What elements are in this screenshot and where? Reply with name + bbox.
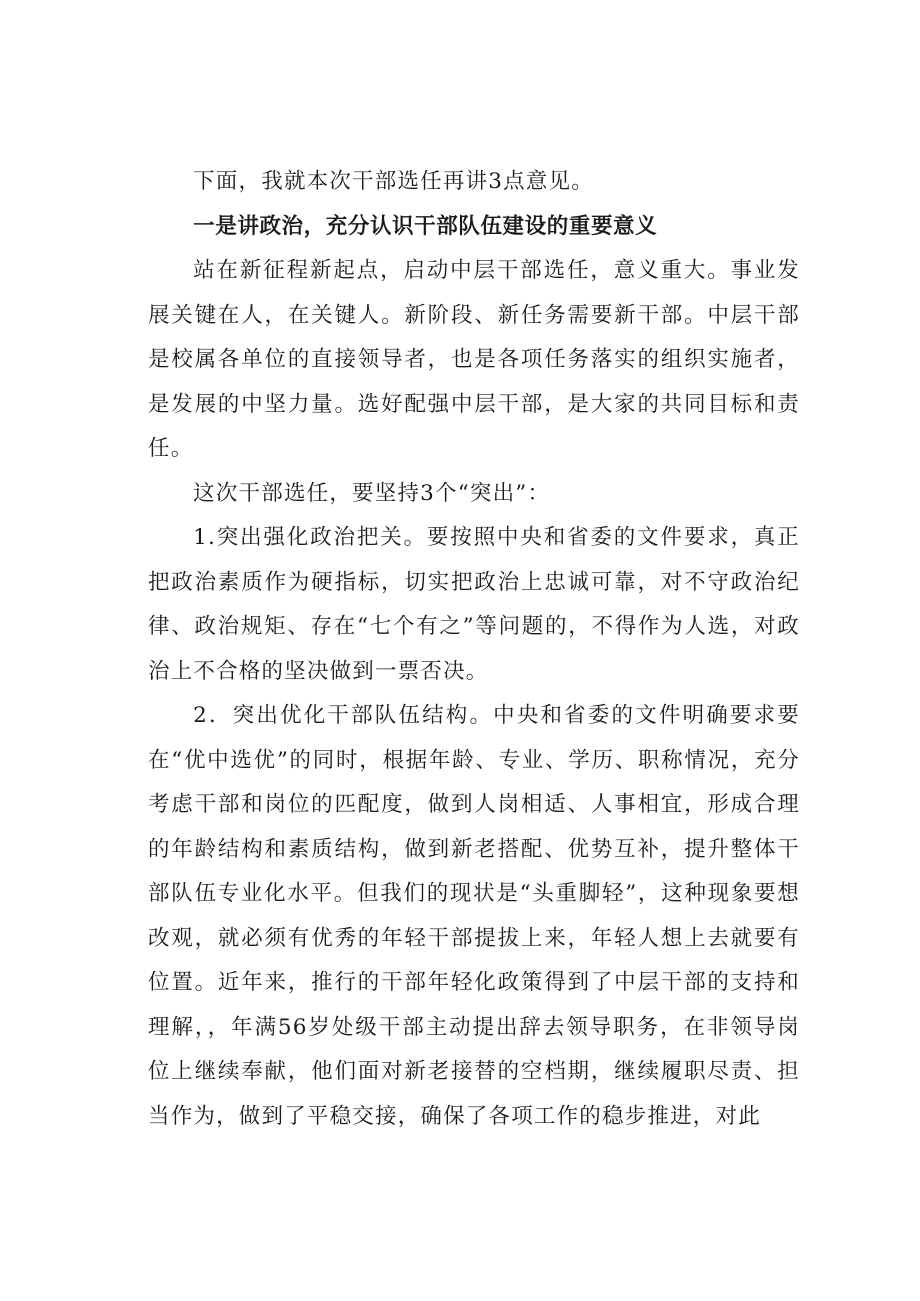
document-body xyxy=(148,160,800,1139)
section-heading: 一是讲政治，充分认识干部队伍建设的重要意义 xyxy=(193,213,658,239)
body-paragraph-point-1: 1.突出强化政治把关。要按照中央和省委的文件要求，真正把政治素质作为硬指标，切实把政治上忠诚可靠，对不守政治纪律、政治规矩、存在“七个有之”等问题的，不得作为人选，对政治上不合格的坚决做到一票否决。 xyxy=(148,525,800,684)
body-paragraph-point-2: 2．突出优化干部队伍结构。中央和省委的文件明确要求要在“优中选优”的同时，根据年龄、专业、学历、职称情况，充分考虑干部和岗位的匹配度，做到人岗相适、人事相宜，形成合理的年龄结构和素质结构，做到新老搭配、优势互补，提升整体干部队伍专业化水平。但我们的现状是“头重脚轻”，这种现象要想改观，就必须有优秀的年轻干部提拔上来，年轻人想上去就要有位置。近年来，推行的干部年轻化政策得到了中层干部的支持和理解，，年满56岁处级干部主动提出辞去领导职务，在非领导岗位上继续奉献，他们面对新老接替的空档期，继续履职尽责、担当作为，做到了平稳交接，确保了各项工作的稳步推进，对此 xyxy=(148,703,800,1129)
body-paragraph-significance: 站在新征程新起点，启动中层干部选任，意义重大。事业发展关键在人，在关键人。新阶段、新任务需要新干部。中层干部是校属各单位的直接领导者，也是各项任务落实的组织实施者，是发展的中坚力量。选好配强中层干部，是大家的共同目标和责任。 xyxy=(148,258,800,461)
intro-paragraph: 下面，我就本次干部选任再讲3点意见。 xyxy=(193,169,594,194)
body-paragraph-three-highlights: 这次干部选任，要坚持3个“突出”： xyxy=(193,480,551,506)
